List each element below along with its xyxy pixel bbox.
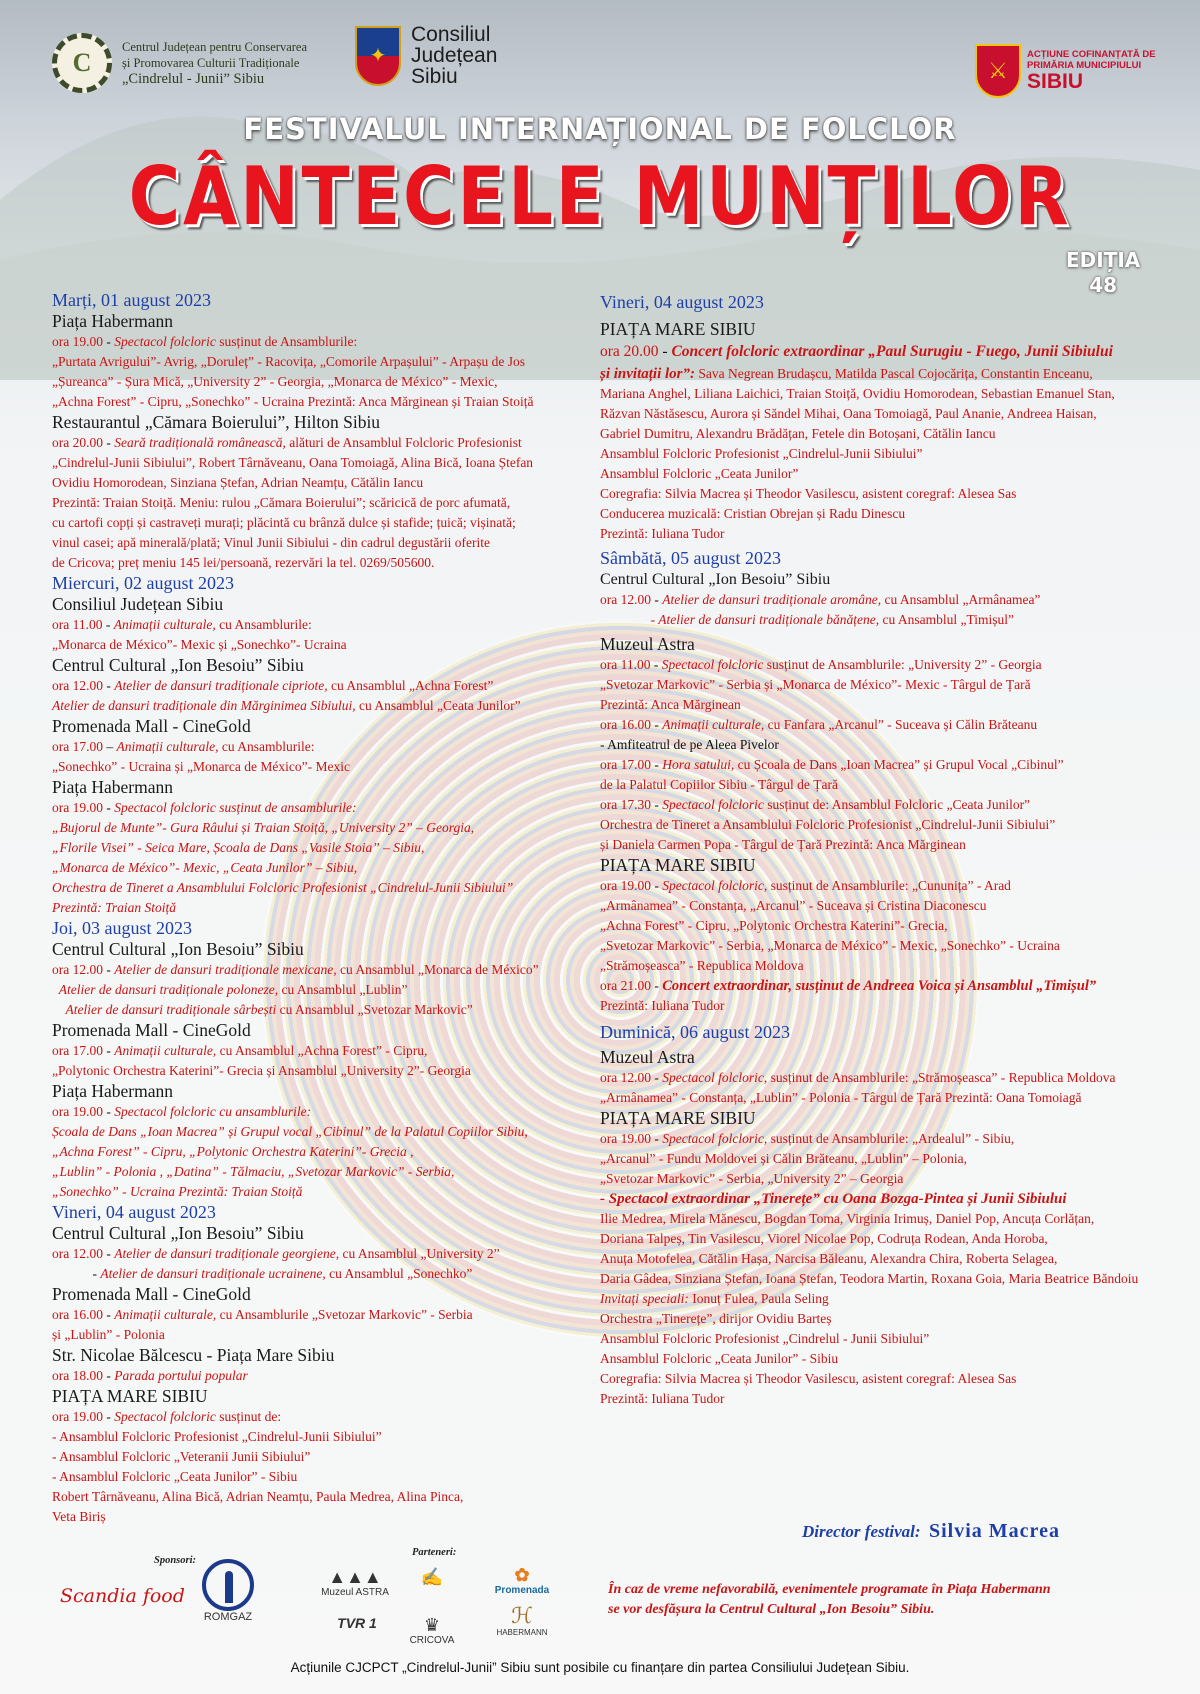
promenada-flower-icon: ✿: [514, 1565, 530, 1585]
schedule-line: Mariana Anghel, Liliana Laichici, Traian Stoiță, Ovidiu Homorodean, Sebastian Emanuel Stan,: [600, 386, 1115, 401]
venue-heading: Piața Habermann: [52, 777, 173, 797]
edition-badge: [1066, 248, 1140, 298]
schedule-line: Prezintă: Iuliana Tudor: [600, 1391, 725, 1406]
schedule-line: Prezintă: Traian Stoiță. Meniu: rulou „Cămara Boierului”; scăricică de porc afumată,: [52, 495, 511, 510]
venue-heading: Muzeul Astra: [600, 634, 695, 654]
venue-heading: PIAȚA MARE SIBIU: [600, 1108, 756, 1128]
schedule-line: Daria Gâdea, Sinziana Ștefan, Ioana Ștefan, Teodora Martin, Roxana Goia, Maria Beatrice Băndoiu: [600, 1271, 1139, 1286]
cricova-logo: ♛ CRICOVA: [400, 1615, 464, 1647]
schedule-line: „Monarca de México”- Mexic, „Ceata Junilor” – Sibiu,: [52, 860, 358, 875]
consiliul-judetean-logo: [355, 24, 497, 87]
schedule-line: și invitații lor”: Sava Negrean Brudașcu, Matilda Pascal Cojocărița, Constantin Enceanu,: [600, 366, 1093, 382]
logo-mid-line2: Județean: [411, 44, 498, 67]
day-heading: Miercuri, 02 august 2023: [52, 573, 234, 593]
schedule-left-column: [52, 290, 632, 1527]
schedule-line: ora 12.00 - Spectacol folcloric, susținut de Ansamblurile: „Strămoșeasca” - Republica Moldova: [600, 1070, 1116, 1085]
schedule-line: Orchestra de Tineret a Ansamblului Folcloric Profesionist „Cindrelul-Junii Sibiului”: [600, 817, 1056, 832]
schedule-line: „Șureanca” - Șura Mică, „University 2” - Georgia, „Monarca de México” - Mexic,: [52, 374, 498, 389]
schedule-line: Gabriel Dumitru, Alexandru Brădățan, Fetele din Botoșani, Cătălin Iancu: [600, 426, 996, 441]
venue-heading: Centrul Cultural „Ion Besoiu” Sibiu: [52, 1223, 304, 1243]
schedule-line: vinul casei; apă minerală/plată; Vinul Junii Sibiului - din cadrul degustării oferite: [52, 535, 490, 550]
schedule-line: Coregrafia: Silvia Macrea și Theodor Vasilescu, asistent coregraf: Alesea Sas: [600, 1371, 1017, 1386]
habermann-monogram-icon: ℋ: [511, 1604, 533, 1629]
schedule-line: Orchestra „Tinerețe”, dirijor Ovidiu Barteș: [600, 1311, 832, 1326]
schedule-right-column: [600, 292, 1180, 1409]
logo-mid-line3: Sibiu: [411, 65, 458, 88]
tvr1-logo: TVR 1: [337, 1615, 377, 1631]
schedule-line: ora 16.00 - Animații culturale, cu Fanfara „Arcanul” - Suceava și Călin Brăteanu: [600, 717, 1038, 732]
primaria-sibiu-logo: [975, 44, 1156, 98]
schedule-line: ora 20.00 - Concert folcloric extraordinar „Paul Surugiu - Fuego, Junii Sibiului: [600, 343, 1113, 360]
habermann-logo: ℋ HABERMANN: [492, 1607, 552, 1639]
schedule-line: de la Palatul Copiilor Sibiu - Târgul de Țară: [600, 777, 838, 792]
schedule-line: Ansamblul Folcloric „Ceata Junilor” - Sibiu: [600, 1351, 839, 1366]
schedule-line: Atelier de dansuri tradiționale poloneze, cu Ansamblul „Lublin”: [58, 982, 408, 997]
schedule-line: Ilie Medrea, Mirela Mănescu, Bogdan Toma, Virginia Irimuș, Daniel Pop, Ancuța Corlățan,: [600, 1211, 1095, 1226]
schedule-line: „Armânamea” - Constanța, „Lublin” - Polonia - Târgul de Țară Prezintă: Oana Tomoiagă: [600, 1090, 1082, 1105]
schedule-line: „Bujorul de Munte”- Gura Râului și Traian Stoiță, „University 2” – Georgia,: [52, 820, 475, 835]
schedule-line: și Daniela Carmen Popa - Târgul de Țară Prezintă: Anca Mărginean: [600, 837, 966, 852]
centrul-cultural-logo: [402, 1567, 462, 1587]
venue-heading: PIAȚA MARE SIBIU: [600, 855, 756, 875]
schedule-line: „Svetozar Markovic” - Serbia, „University 2” – Georgia: [600, 1171, 904, 1186]
venue-heading: Promenada Mall - CineGold: [52, 1284, 251, 1304]
venue-heading: Restaurantul „Cămara Boierului”, Hilton Sibiu: [52, 412, 381, 432]
promenada-logo: ✿ Promenada: [482, 1565, 562, 1597]
schedule-line: ora 12.00 - Atelier de dansuri tradiționale aromâne, cu Ansamblul „Armânamea”: [600, 592, 1041, 607]
schedule-line: Ansamblul Folcloric „Ceata Junilor”: [600, 466, 799, 481]
schedule-line: Prezintă: Anca Mărginean: [600, 697, 741, 712]
schedule-line: - Atelier de dansuri tradiționale bănățene, cu Ansamblul „Timișul”: [650, 612, 1014, 627]
logo-left-line3: „Cindrelul - Junii” Sibiu: [122, 71, 265, 87]
schedule-line: ora 17.00 - Animații culturale, cu Ansamblul „Achna Forest” - Cipru,: [52, 1043, 428, 1058]
venue-heading: Piața Habermann: [52, 1081, 173, 1101]
schedule-line: și „Lublin” - Polonia: [52, 1327, 165, 1342]
schedule-line: ora 19.00 - Spectacol folcloric susținut de Ansamblurile:: [52, 334, 358, 349]
schedule-line: - Spectacol extraordinar „Tinerețe” cu Oana Bozga-Pintea și Junii Sibiului: [600, 1191, 1067, 1207]
schedule-line: „Achna Forest” - Cipru, „Polytonic Orchestra Katerini”- Grecia ,: [52, 1144, 414, 1159]
weather-notice: [608, 1580, 1148, 1620]
schedule-line: - Atelier de dansuri tradiționale ucrainene, cu Ansamblul „Sonechko”: [52, 1266, 473, 1281]
venue-heading: PIAȚA MARE SIBIU: [600, 319, 756, 339]
sponsors-partners-strip: [52, 1547, 612, 1646]
muzeul-astra-logo: ▲▲▲ Muzeul ASTRA: [321, 1567, 389, 1598]
schedule-line: „Arcanul” - Fundu Moldovei și Călin Brăteanu, „Lublin” – Polonia,: [600, 1151, 968, 1166]
schedule-line: ora 18.00 - Parada portului popular: [52, 1368, 248, 1383]
schedule-line: Prezintă: Iuliana Tudor: [600, 998, 725, 1013]
schedule-line: Conducerea muzicală: Cristian Obrejan și Radu Dinescu: [600, 506, 906, 521]
venue-heading: Consiliul Județean Sibiu: [52, 594, 224, 614]
schedule-line: „Sonechko” - Ucraina Prezintă: Traian Stoiță: [52, 1184, 303, 1199]
venue-heading: Centrul Cultural „Ion Besoiu” Sibiu: [52, 655, 304, 675]
schedule-line: ora 11.00 - Animații culturale, cu Ansamblurile:: [52, 617, 312, 632]
schedule-line: ora 12.00 - Atelier de dansuri tradiționale georgiene, cu Ansamblul „University 2”: [52, 1246, 500, 1261]
schedule-line: „Svetozar Markovic” - Serbia, „Monarca de México” - Mexic, „Sonechko” - Ucraina: [600, 938, 1060, 953]
schedule-line: - Ansamblul Folcloric „Ceata Junilor” - Sibiu: [52, 1469, 298, 1484]
logo-right-line1: ACȚIUNE COFINANȚATĂ DE: [1027, 49, 1156, 60]
schedule-line: Doriana Talpeș, Tin Vasilescu, Viorel Nicolae Pop, Codruța Rodean, Anda Horoba,: [600, 1231, 1048, 1246]
schedule-line: „Strămoșeasca” - Republica Moldova: [600, 958, 804, 973]
schedule-line: „Achna Forest” - Cipru, „Polytonic Orchestra Katerini”- Grecia,: [600, 918, 948, 933]
schedule-line: ora 17.30 - Spectacol folcloric susținut de: Ansamblul Folcloric „Ceata Junilor”: [600, 797, 1031, 812]
schedule-line: „Achna Forest” - Cipru, „Sonechko” - Ucraina Prezintă: Anca Mărginean și Traian Stoiță: [52, 394, 534, 409]
day-heading: Sâmbătă, 05 august 2023: [600, 548, 781, 568]
schedule-line: de Cricova; preț meniu 145 lei/persoană, rezervări la tel. 0269/505600.: [52, 555, 435, 570]
schedule-line: ora 20.00 - Seară tradițională românească, alături de Ansamblul Folcloric Profesionist: [52, 435, 522, 450]
venue-heading: PIAȚA MARE SIBIU: [52, 1386, 208, 1406]
schedule-line: ora 17.00 – Animații culturale, cu Ansamblurile:: [52, 739, 315, 754]
schedule-line: „Armânamea” - Constanța, „Arcanul” - Suceava și Cristina Diaconescu: [600, 898, 987, 913]
schedule-line: ora 17.00 - Hora satului, cu Școala de Dans „Ioan Macrea” și Grupul Vocal „Cibinul”: [600, 757, 1064, 772]
venue-heading: Centrul Cultural „Ion Besoiu” Sibiu: [600, 571, 831, 588]
schedule-line: - Ansamblul Folcloric Profesionist „Cindrelul-Junii Sibiului”: [52, 1429, 382, 1444]
cindrelul-emblem-icon: C: [52, 33, 112, 93]
notice-line2: se vor desfășura la Centrul Cultural „Ion Besoiu” Sibiu.: [608, 1602, 935, 1617]
schedule-line: cu cartofi copți și castraveți murați; plăcintă cu brânză dulce și stafide; țuică; vișinată;: [52, 515, 516, 530]
scandia-food-logo: Scandia food: [60, 1585, 185, 1607]
logo-left-line1: Centrul Județean pentru Conservarea: [122, 40, 308, 54]
schedule-line: ora 19.00 - Spectacol folcloric, susținut de Ansamblurile: „Cununița” - Arad: [600, 878, 1011, 893]
schedule-line: ora 12.00 - Atelier de dansuri tradiționale cipriote, cu Ansamblul „Achna Forest”: [52, 678, 494, 693]
schedule-line: „Svetozar Markovic” - Serbia și „Monarca de México”- Mexic - Târgul de Țară: [600, 677, 1031, 692]
schedule-line: - Ansamblul Folcloric „Veteranii Junii Sibiului”: [52, 1449, 311, 1464]
schedule-line: ora 16.00 - Animații culturale, cu Ansamblurile „Svetozar Markovic” - Serbia: [52, 1307, 473, 1322]
schedule-line: ora 12.00 - Atelier de dansuri tradiționale mexicane, cu Ansamblul „Monarca de México”: [52, 962, 539, 977]
schedule-line: ora 19.00 - Spectacol folcloric cu ansamblurile:: [52, 1104, 312, 1119]
sibiu-city-shield-icon: ⚔: [975, 44, 1021, 98]
schedule-line: „Purtata Avrigului”- Avrig, „Dorulețˮ - Racovița, „Comorile Arpașului” - Arpașu de Jos: [52, 354, 526, 369]
festival-subtitle: FESTIVALUL INTERNAȚIONAL DE FOLCLOR: [243, 112, 957, 146]
festival-director: [802, 1520, 1060, 1543]
partners-label: Parteneri:: [412, 1547, 457, 1558]
festival-title: CÂNTECELE MUNȚILOR: [128, 150, 1072, 243]
schedule-line: ora 19.00 - Spectacol folcloric susținut de:: [52, 1409, 282, 1424]
sibiu-county-shield-icon: ✦: [355, 26, 401, 86]
schedule-line: „Lublin” - Polonia , „Datina” - Tălmaciu, „Svetozar Markovic” - Serbia,: [52, 1164, 455, 1179]
schedule-line: Orchestra de Tineret a Ansamblului Folcloric Profesionist „Cindrelul-Junii Sibiului”: [52, 880, 514, 895]
schedule-line: Atelier de dansuri tradiționale sârbești cu Ansamblul „Svetozar Markovic”: [65, 1002, 473, 1017]
venue-heading: Promenada Mall - CineGold: [52, 716, 251, 736]
logo-right-line3: SIBIU: [1027, 70, 1084, 93]
schedule-line: Invitați speciali: Ionuț Fulea, Paula Seling: [600, 1291, 829, 1306]
venue-heading: Promenada Mall - CineGold: [52, 1020, 251, 1040]
schedule-line: Veta Biriș: [52, 1509, 106, 1524]
edition-label: EDIȚIA: [1066, 248, 1141, 272]
schedule-line: Prezintă: Traian Stoiță: [52, 900, 177, 915]
footer-funding-note: Acțiunile CJCPCT „Cindrelul-Junii” Sibiu sunt posibile cu finanțare din partea Consiliului Județean Sibiu.: [290, 1660, 910, 1675]
schedule-line: Robert Târnăveanu, Alina Bică, Adrian Neamțu, Paula Medrea, Alina Pinca,: [52, 1489, 464, 1504]
schedule-line: - Amfiteatrul de pe Aleea Pivelor: [600, 737, 779, 752]
schedule-line: ora 19.00 - Spectacol folcloric susținut de ansamblurile:: [52, 800, 357, 815]
schedule-line: Prezintă: Iuliana Tudor: [600, 526, 725, 541]
venue-heading: Muzeul Astra: [600, 1047, 695, 1067]
venue-heading: Centrul Cultural „Ion Besoiu” Sibiu: [52, 939, 304, 959]
schedule-line: „Sonechko” - Ucraina și „Monarca de México”- Mexic: [52, 759, 350, 774]
astra-mark-icon: ▲▲▲: [328, 1567, 382, 1587]
cjcpct-logo: [52, 28, 392, 98]
schedule-line: Atelier de dansuri tradiționale din Mărginimea Sibiului, cu Ansamblul „Ceata Junilor”: [52, 698, 521, 713]
sponsors-label: Sponsori:: [154, 1555, 197, 1566]
schedule-line: „Cindrelul-Junii Sibiului”, Robert Târnăveanu, Oana Tomoiagă, Alina Bică, Ioana Ștefan: [52, 455, 534, 470]
schedule-line: Răzvan Năstăsescu, Aurora și Săndel Mihai, Oana Tomoiagă, Paul Ananie, Andreea Haisan,: [600, 406, 1097, 421]
notice-line1: În caz de vreme nefavorabilă, evenimentele programate în Piața Habermann: [608, 1582, 1051, 1597]
romgaz-flame-icon: [202, 1559, 254, 1611]
day-heading: Marți, 01 august 2023: [52, 290, 211, 310]
schedule-line: Ansamblul Folcloric Profesionist „Cindrelul - Junii Sibiului”: [600, 1331, 930, 1346]
edition-number: 48: [1089, 273, 1118, 297]
signature-mark-icon: ✍: [420, 1567, 444, 1587]
venue-heading: Str. Nicolae Bălcescu - Piața Mare Sibiu: [52, 1345, 335, 1365]
schedule-line: Coregrafia: Silvia Macrea și Theodor Vasilescu, asistent coregraf: Alesea Sas: [600, 486, 1017, 501]
day-heading: Joi, 03 august 2023: [52, 918, 193, 938]
schedule-line: ora 19.00 - Spectacol folcloric, susținut de Ansamblurile: „Ardealul” - Sibiu,: [600, 1131, 1015, 1146]
schedule-line: „Monarca de México”- Mexic și „Sonechko”- Ucraina: [52, 637, 347, 652]
logo-left-line2: și Promovarea Culturii Tradiționale: [122, 56, 300, 70]
schedule-line: Școala de Dans „Ioan Macrea” și Grupul vocal „Cibinul” de la Palatul Copiilor Sibiu,: [52, 1124, 528, 1139]
day-heading: Vineri, 04 august 2023: [600, 292, 764, 312]
schedule-line: Ovidiu Homorodean, Sinziana Ștefan, Adrian Neamțu, Cătălin Iancu: [52, 475, 424, 490]
schedule-line: Ansamblul Folcloric Profesionist „Cindrelul-Junii Sibiului”: [600, 446, 923, 461]
venue-heading: Piața Habermann: [52, 311, 173, 331]
day-heading: Duminică, 06 august 2023: [600, 1022, 790, 1042]
director-label: Director festival:: [802, 1522, 921, 1541]
schedule-line: ora 21.00 - Concert extraordinar, susținut de Andreea Voica și Ansamblul „Timișul”: [600, 978, 1097, 994]
logo-mid-line1: Consiliul: [411, 23, 491, 46]
schedule-line: „Florile Visei” - Seica Mare, Școala de Dans „Vasile Stoia” – Sibiu,: [52, 840, 425, 855]
logo-right-line2: PRIMĂRIA MUNICIPIULUI: [1027, 60, 1142, 71]
director-name: Silvia Macrea: [929, 1520, 1060, 1542]
cricova-crest-icon: ♛: [423, 1615, 441, 1635]
romgaz-logo: ROMGAZ: [198, 1559, 258, 1623]
schedule-line: „Polytonic Orchestra Katerini”- Grecia și Ansamblul „University 2”- Georgia: [52, 1063, 471, 1078]
day-heading: Vineri, 04 august 2023: [52, 1202, 216, 1222]
schedule-line: ora 11.00 - Spectacol folcloric susținut de Ansamblurile: „University 2” - Georgia: [600, 657, 1042, 672]
schedule-line: Anuța Motofelea, Cătălin Hașa, Narcisa Băleanu, Alexandra Chira, Roberta Selagea,: [600, 1251, 1058, 1266]
